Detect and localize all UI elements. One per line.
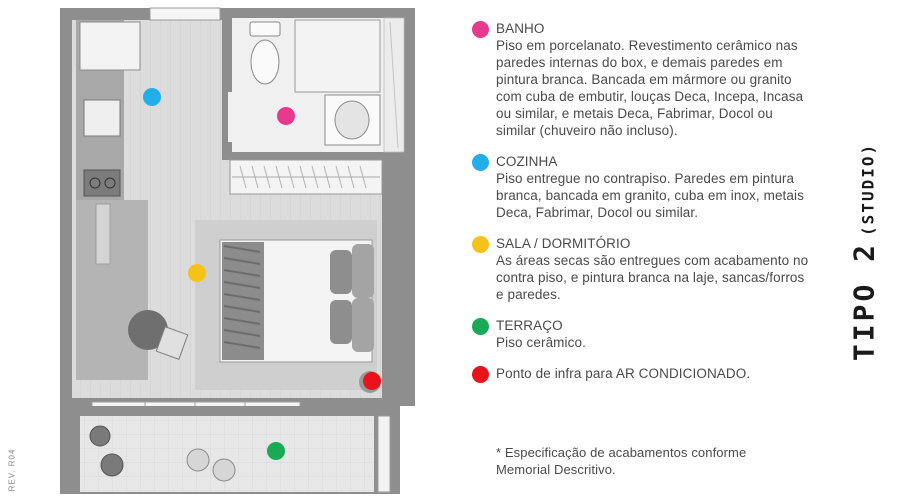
unit-type-main: TIPO 2: [847, 241, 881, 362]
legend-title-terraco: TERRAÇO: [496, 318, 563, 333]
ar-dot-icon: [472, 366, 489, 383]
bed: [220, 240, 374, 362]
unit-type-title: [848, 143, 881, 361]
banho-dot-icon: [472, 21, 489, 38]
legend-item-sala: [470, 235, 810, 303]
toilet: [250, 22, 280, 84]
sala-dot-icon: [472, 236, 489, 253]
legend-item-cozinha: [470, 153, 810, 221]
sofa: [76, 200, 148, 380]
footnote: [496, 444, 796, 478]
cozinha-dot-icon: [472, 154, 489, 171]
terraco-dot-icon: [472, 318, 489, 335]
marker-sala: [188, 264, 206, 282]
cooktop: [84, 170, 120, 196]
wardrobe: [230, 160, 382, 194]
kitchen-sink: [84, 100, 120, 136]
bathroom-sink: [325, 95, 380, 145]
legend-item-terraco: [470, 317, 810, 351]
legend-title-cozinha: COZINHA: [496, 154, 558, 169]
legend: [470, 20, 810, 396]
footnote-text: * Especificação de acabamentos conforme Memorial Descritivo.: [496, 445, 747, 477]
legend-desc-sala: As áreas secas são entregues com acabamento no contra piso, e pintura branca na laje, sancas/forros e paredes.: [496, 253, 809, 302]
legend-desc-banho: Piso em porcelanato. Revestimento cerâmico nas paredes internas do box, e demais paredes em pintura branca. Bancada em mármore ou granito com cuba de embutir, louças Deca, Incepa, Incasa ou similar, e metais Deca, Fabrimar, Docol ou similar (chuveiro não incluso).: [496, 38, 804, 138]
shower-box: [295, 20, 380, 92]
fridge: [80, 22, 140, 70]
legend-title-banho: BANHO: [496, 21, 545, 36]
marker-cozinha: [143, 88, 161, 106]
legend-desc-cozinha: Piso entregue no contrapiso. Paredes em pintura branca, bancada em granito, cuba em inox, metais Deca, Fabrimar, Docol ou similar.: [496, 171, 804, 220]
legend-item-banho: [470, 20, 810, 139]
entry-door-frame: [150, 8, 220, 20]
marker-ar: [363, 372, 381, 390]
marker-banho: [277, 107, 295, 125]
revision-label: REV. R04: [7, 448, 17, 492]
bathroom-door-gap: [228, 92, 234, 142]
sofa-cushion: [96, 204, 110, 264]
terrace-rail: [378, 416, 390, 492]
legend-item-ar: [470, 365, 810, 382]
legend-title-sala: SALA / DORMITÓRIO: [496, 236, 631, 251]
legend-desc-terraco: Piso cerâmico.: [496, 335, 586, 350]
marker-terraco: [267, 442, 285, 460]
legend-title-ar: Ponto de infra para AR CONDICIONADO.: [496, 366, 751, 381]
unit-type-sub: (STUDIO): [858, 142, 878, 236]
